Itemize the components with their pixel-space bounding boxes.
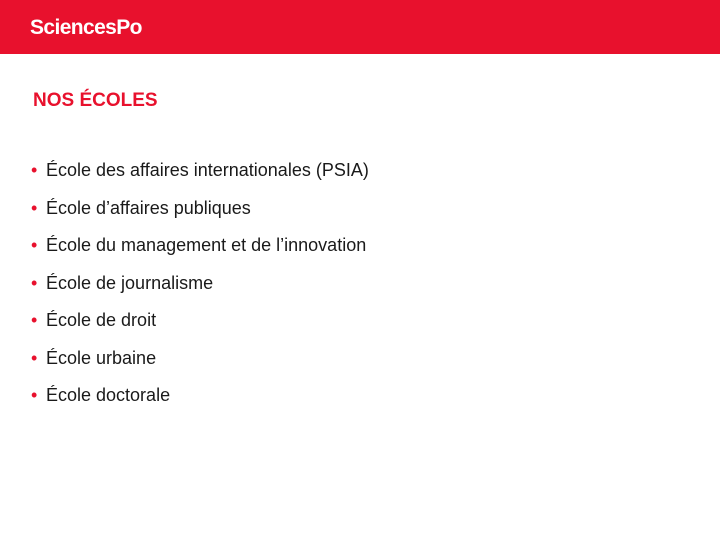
school-list	[31, 155, 369, 418]
header-bar	[0, 0, 720, 54]
bullet-icon: •	[31, 385, 38, 405]
bullet-icon: •	[31, 197, 38, 218]
school-name: École d’affaires publiques	[46, 197, 251, 218]
list-item	[31, 230, 369, 268]
bullet-icon: •	[31, 347, 38, 368]
school-name: École de journalisme	[46, 272, 214, 293]
bullet-icon: •	[31, 235, 38, 255]
slide-title: NOS ÉCOLES	[33, 90, 158, 111]
bullet-icon: •	[31, 160, 38, 180]
list-item	[31, 343, 369, 381]
list-item	[31, 380, 369, 418]
sciencespo-logo: SciencesPo	[30, 16, 142, 39]
list-item	[31, 193, 369, 231]
list-item	[31, 305, 369, 343]
school-name: École urbaine	[46, 347, 157, 368]
school-name: École de droit	[46, 310, 157, 330]
list-item	[31, 155, 369, 193]
school-name: École du management et de l’innovation	[46, 235, 367, 255]
bullet-icon: •	[31, 310, 38, 330]
bullet-icon: •	[31, 272, 38, 293]
school-name: École doctorale	[46, 385, 171, 405]
list-item	[31, 268, 369, 306]
school-name: École des affaires internationales (PSIA)	[46, 160, 369, 180]
